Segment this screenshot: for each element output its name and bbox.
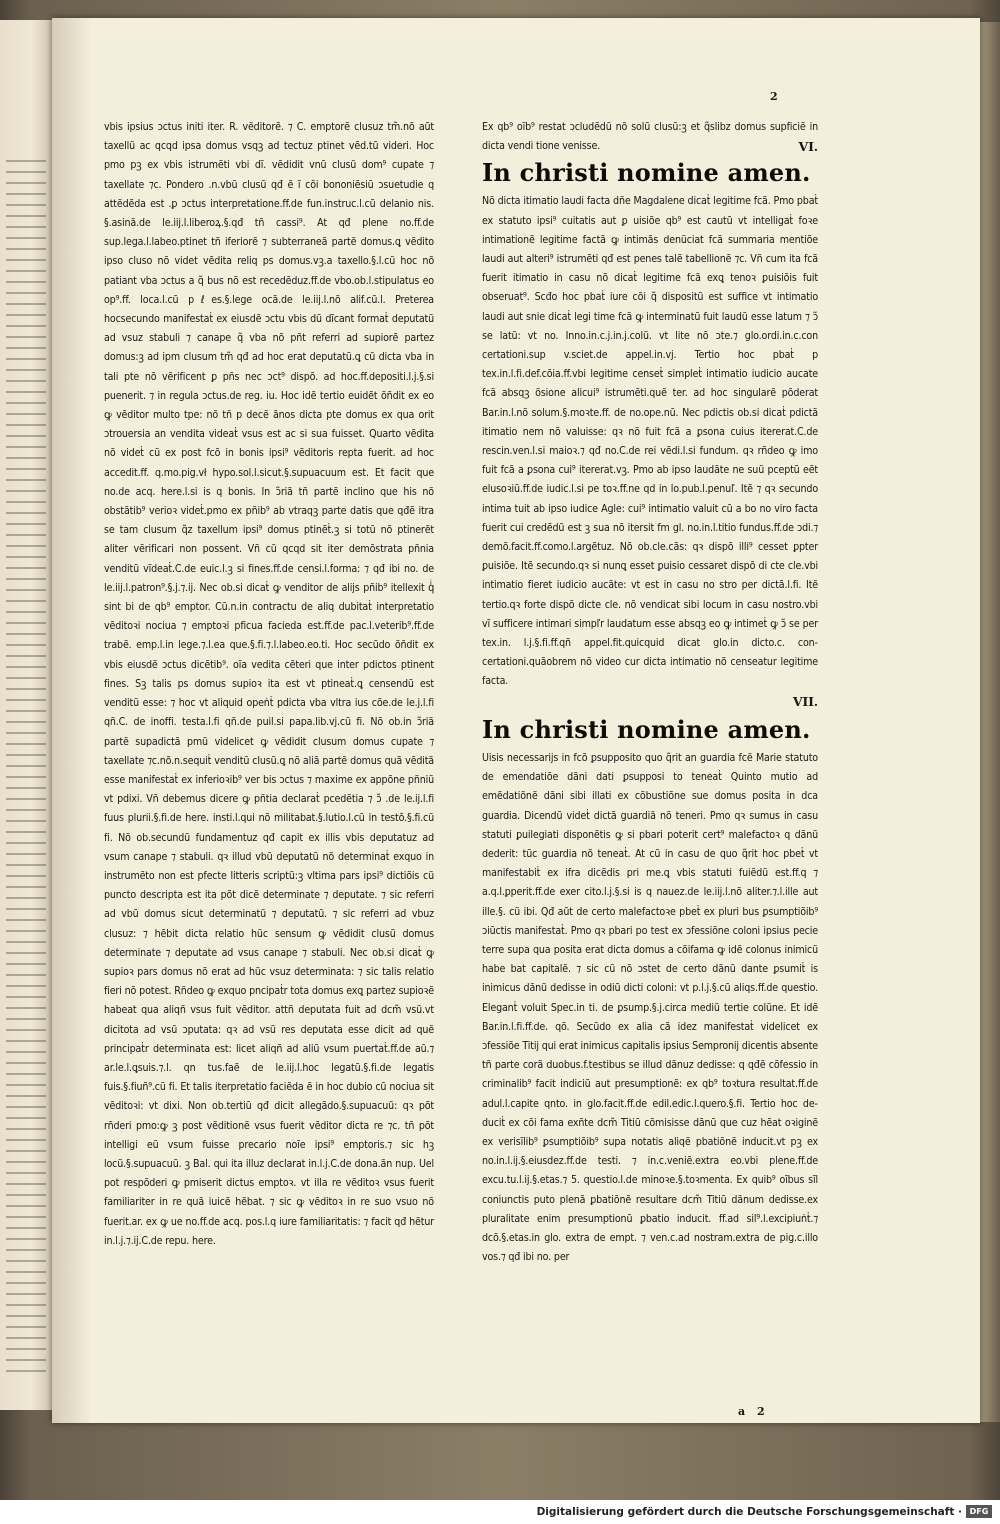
left-column-text: vbis ipsius ɔctus initi iter. R. vẽditorẽ. ⁊ C. emptorẽ clusuz tm̃.nõ aũt taxellũ ac qcqd ipsa domus vsqꝫ ad tectuz ptinet vẽd.tũ videri. Hoc pmo pꝫ ex vbis istrumẽti vbi dĩ. vẽdidit vnũ clusũ dom⁹ cupate ⁊ taxellate ⁊c. Pondero .n.vbũ clusũ qđ ẽ ĩ cõi bononiẽsiũ ɔsuetudie q attẽdẽda est .ꝑ ɔctus interpretatione.ff.de fun.instruc.l.cũ delanio nis. §.asinã.de le.iij.l.liberoꝝ.§.qđ tñ cassi⁹. At qđ plene no.ff.de sup.lega.l.labeo.ptinet tñ iferiorẽ ⁊ subterraneã partẽ domus.ꝗ vẽdito ipso cluso nõ videt vẽdita reliq ps domus.vꝫ.a taxello.§.l.cũ hoc nõ patiant vba ɔctus a q̃ bus nõ est recedẽduz.ff.de vbo.ob.l.stipulatus eo op⁹.ff. loca.l.cũ pℓes.§.lege ocã.de le.iij.l.nõ alif.cũ.l. Preterea hocsecundo manifestaṫ ex eiusdẽ ɔctu vbis dũ dĩcant formaṫ deputatũ ad vsuz stabuli ⁊ canape q̃ vba nõ pñt referri ad supiorẽ partez domus:ꝫ ad ipm clusum tm̃ qđ ad hoc erat deputatũ.ꝗ cũ dicta vba in tali pte nõ vẽrificent ꝑ pñs nec ɔct⁹ dispõ. ad hoc.ff.depositi.l.j.§.si puenerit. ⁊ in regula ɔctus.de reg. iu. Hoc idẽ tertio euidẽt õñdit ex eo ꝙ vẽditor multo tpe: nõ tñ p decẽ ãnos dicta pte domus ex qua orit ɔtrouersia an vendita videaṫ vsus est ac si sua fuisset. Quarto vẽdita nõ videṫ cũ ex post fcõ in bonis ipsi⁹ vẽditoris repta fuerit. ad hoc accedit.ff. q.mo.pig.vł hypo.sol.l.sicut.§.supuacuum est. Et facit que no.de acq. here.l.si is q bonis. In ɔ̃riã tñ partẽ inclino que his nõ obstãtib⁹ verioꝛ videṫ.pmo ex pñib⁹ ab vtraqꝫ parte datis que qđẽ itra se tam clusum q̃z taxellum ipsi⁹ domus ptinẽṫ.ꝫ si totũ nõ ptinerẽt aliter vẽrificari non possent. Vñ cũ qcqd sit iter demõstrata pñnia venditũ vĩdeaṫ.C.de euic.l.ꝫ si fines.ff.de censi.l.forma: ⁊ qđ ibi no. de le.iij.l.patron⁹.§.j.⁊.ij. Nec ob.si dicaṫ ꝙ venditor de alijs pñib⁹ itellexit qͥ sint bi de qb⁹ emptor. Cũ.n.in contractu de aliq dubitaṫ interpretatio vẽditoꝛi nociua ⁊ emptoꝛi pficua facieda est.ff.de pac.l.veterib⁹.ff.de trabẽ. emp.l.in lege.⁊.l.ea que.§.fi.⁊.l.labeo.eo.ti. Hoc secũdo õñdit ex vbis eiusdẽ ɔctus dicẽtib⁹. oĩa vedita cẽteri que inter pdictos ptinent fines. Sꝫ talis ps domus supioꝛ ita est vt ptineaṫ.ꝗ censendũ est venditũ esse: ⁊ hoc vt aliquid opeṅṫ pdicta vba vltra ius cõe.de le.j.l.fi qñ.C. de inoffi. testa.l.fi qñ.de puil.si papa.lib.vj.cũ fi. Nõ ob.in ɔ̃riã partẽ supadictã pmũ videlicet ꝙ vẽdidit clusum domus cupate ⁊ taxellate ⁊c.nõ.n.sequiṫ venditũ clusũ.ꝗ nõ aliã partẽ domus quã vẽditã esse manifestaṫ ex inferioꝛib⁹ ver bis ɔctus ⁊ maxime ex appõne pñniũ vt pdixi. Vñ debemus dicere ꝙ pñtia declaraṫ pcedẽtia ⁊ ɔ̃ .de le.ij.l.fi fuus plurii.§.fi.de here. insti.l.qui nõ militabat.§.lutio.l.cũ in testõ.§.fi.cũ fi. Nõ ob.secundũ fundamentuz qđ capit ex illis vbis deputatuz ad vsum canape ⁊ stabuli. qꝛ illud vbũ deputatũ nõ determinaṫ exquo in instrumẽto non est pfecte litteris scriptũ:ꝫ vltima pars ipsi⁹ dictiõis cũ puncto descripta est ita põt dicẽ determinate ⁊ deputate. ⁊ sic referri ad vbũ domus sicut determinatũ ⁊ deputatũ. ⁊ sic referri ad vbuz clusuz: ⁊ hẽbit dicta relatio hũc sensum ꝙ vẽdidit clusũ domus determinate ⁊ deputate ad vsus canape ⁊ stabuli. Nec ob.si dicaṫ ꝙ supioꝛ pars domus nõ erat ad hũc vsuz determinata: ⁊ sic talis relatio fieri nõ potest. Rñdeo ꝙ exquo pncipaṫr tota domus exꝗ partez supioꝛẽ habeat qua aliqñ vsus fuit vẽditor. attñ deputata fuit ad dcm̃ vsũ.vt dicitota ad vsũ ɔputata: qꝛ ad vsũ res deputata esse dicit ad quẽ principaṫr determinata est: licet aliqñ ad aliũ vsum puertaṫ.ff.de aũ.⁊ ar.le.l.ꝗsuis.⁊.l. qn tus.faẽ de le.iij.l.hoc legatũ.§.fi.de legatis fuis.§.fiuñ⁹.cũ fi. Et talis iterpretatio faciẽda ẽ in hoc dubio cũ nociua sit vẽditoꝛi: vt dixi. Non ob.tertiũ qđ dicit allegãdo.§.supuacuũ: qꝛ põt rñderi pmo:ꝙ ꝫ post vẽditionẽ vsus fuerit vẽditor dicta re ⁊c. tñ põt intelligi eũ vsum fuisse precario noĩe ipsi⁹ emptoris.⁊ sic hꝫ locũ.§.supuacuũ. ꝫ Bal. qui ita illuz declarat in.l.j.C.de dona.ãn nup. Uel pot respõderi ꝙ pmiserit dictus emptoꝛ. vt illa re vẽditoꝛ vsus fuerit familiariter in re quã iuicẽ hẽbat. ⁊ sic ꝙ vẽditoꝛ in re suo vsuo nõ fuerit.ar. ex ꝙ ue no.ff.de acq. pos.l.q iure familiaritatis: ⁊ facit qđ hẽtur in.l.j.⁊.ij.C.de repu. here.	[104, 121, 434, 1247]
intro-text: Ex qb⁹ oĩb⁹ restat ɔcludẽdũ nõ solũ clusũ:ꝫ et q̃slibz domus supficiẽ in dicta vendi tione venisse.	[482, 121, 818, 153]
facing-page-text-bleed	[6, 160, 46, 1380]
signature-mark: a 2	[738, 1405, 769, 1418]
section-viii-text: Uisis necessarijs in fcõ ꝑsupposito quo q̃rit an guardia fcẽ Marie statuto de emendatiõe dãni dati ꝑsupposi to teneaṫ Quinto mutio ad emẽdatiõnẽ dãni sibi illati ex cõbustiõne sue domus posita in dca guardia. Dicendũ videṫ dictã guardiã nõ teneri. Pmo qꝛ sumus in casu statuti ꝑuilegiati disponẽtis ꝙ si pbari poterit cert⁹ malefactoꝛ q dãnũ dederit: tũc guardia nõ teneaṫ. At cũ in casu de quo q̃rit hoc pbeṫ vt manifestabiṫ ex ifra dicẽdis pri me.ꝗ vbis statuti fuiẽdũ est.ff.q ⁊ a.q.l.ꝑperit.ff.de exer cito.l.j.§.si is q nauez.de le.iij.l.nõ aliter.⁊.l.ille aut ille.§. cũ ibi. Qđ aũt de certo malefactoꝛe pbeṫ ex pluri bus ꝑsumptiõib⁹ ɔiũctis manifestaṫ. Pmo qꝛ pbari po test ex ɔfessiõne coloni ipsius pecie terre supa qua posita erat dicta domus a cõifama ꝙ idẽ colonus inimicũ habe bat capitalẽ. ⁊ sic cũ nõ ɔstet de certo dãnũ dante ꝑsumiṫ is inimicus dãnũ dedisse in odiũ dicti coloni: vt p.l.j.§.cũ aliqs.ff.de questio. Eleganṫ voluit Spec.in ti. de ꝑsump.§.j.circa mediũ tertie colũne. Et idẽ Bar.in.l.fi.ff.de. qõ. Secũdo ex alia cã idez manifestaṫ videlicet ex ɔfessiõe Titij qui erat inimicus capitalis ipsius Sempronij dicentis absente tñ parte corã duobus.f.testibus se illud dãnuz dedisse: q qđẽ cõfessio in criminalib⁹ facit indiciũ aut presumptionẽ: ex qb⁹ toꝛtura resultat.ff.de adul.l.capite qnto. in glo.facit.ff.de edil.edic.l.quero.§.fi. Tertio hoc deduciṫ ex cõi fama exñte dcm̃ Titiũ cõmisisse dãnũ que cuz hẽat oꝛiginẽ ex verisĩlib⁹ ꝑsumptiõib⁹ supa notatis aliqẽ pbatiõnẽ inducit.vt pꝫ ex no.in.l.ij.§.eiusdez.ff.de testi. ⁊ in.c.veniẽ.extra eo.vbi plene.ff.de excu.tu.l.ij.§.etas.⁊ 5. questio.l.de minoꝛe.§.toꝛmenta. Ex quib⁹ oĩbus sĩl coniunctis puto plenã ꝑbatiõnẽ resultare dcm̃ Titiũ dãnum dedisse.ex pluralitate enim presumptionũ ꝑbatio inducit. ff.ad sil⁹.l.excipiuṅṫ.⁊ dcõ.§.etas.in glo. extra de empt. ⁊ ven.c.ad nostram.extra de pig.c.illo vos.⁊ qđ ibi no. per	[482, 751, 818, 1264]
right-column-intro	[482, 118, 818, 156]
section-heading: In christi nomine amen.	[482, 158, 811, 188]
dfg-logo-icon: DFG	[966, 1505, 992, 1518]
left-column	[104, 118, 434, 1251]
section-number-vii: VII.	[792, 693, 818, 709]
section-vii-text: Nõ dicta itimatio laudi facta dñe Magdalene dicaṫ legitime fcã. Pmo pbaṫ ex statuto ipsi⁹ cuitatis aut ꝑ uisiõe qb⁹ est cautũ vt intelligaṫ foꝛe intimationẽ legitime factã ꝙ intimãs denũciat fcã summaria mentiõe laudi aut alteri⁹ istrumẽti qđ est penes talẽ tabellionẽ ⁊c. Vñ cum ita fcã fuerit itimatio in casu nõ dicaṫ legitime fcã exꝗ tenoꝛ ꝑuisiõis fuit obseruat⁹. Scđo hoc pbaṫ iure cõi q̃ dispositũ est suffice vt intimatio laudi aut snie dicaṫ legi time fcã ꝙ interminatũ fuit laudũ esse latum ⁊ ɔ̃ se latũ: vt no. Inno.in.c.j.in.j.colũ. vt lite nõ ɔte.⁊ glo.ordi.in.c.con certationi.sup v.sciet.de appel.in.vj. Tertio hoc pbaṫ p tex.in.l.fi.def.cõia.ff.vbi legitime censeṫ simpleṫ intimatio iudicio aucate fcã absqꝫ õsione alicui⁹ istrumẽti.quẽ ter. ad hoc singularẽ põderat Bar.in.l.nõ solum.§.moꝛte.ff. de no.ope.nũ. Nec pdictis ob.si dicaṫ pdictã itimatio nem nõ valuisse: qꝛ nõ fuit fcã a ꝑsona cuius itererat.C.de rescin.ven.l.si maioꝛ.⁊ qđ no.C.de rei vẽdi.l.si fundum. qꝛ rñdeo ꝙ imo fuit fcã a ꝑsona cui⁹ itererat.vꝫ. Pmo ab ipso laudãte ne suũ pceptũ eẽt elusoꝛiũ.ff.de iudic.l.si pe toꝛ.ff.ne qd in lo.pub.l.penuľ. Itẽ ⁊ qꝛ secundo intima tuit ab ipso iudice Agle: cui⁹ intimatio valuit cũ a bo no viro facta fuerit cui credẽdũ est ꝫ sua nõ itersit fm gl. no.in.l.titio fundus.ff.de ɔdi.⁊ demõ.facit.ff.como.l.argẽtuz. Nõ ob.cle.cãs: qꝛ dispõ illi⁹ cesset ꝑpter ꝑuisiõe. Itẽ secundo.qꝛ si nunꝗ esset ꝑuisio cessaret dispõ di cte cle.vbi intimatio fieret iudicio aucãte: vt est in casu no stro per dictã.l.fi. Itẽ tertio.qꝛ forte dispõ dicte cle. nõ vendicat sibi locum in casu nostro.vbi vĩ sufficere intimari simpľr laudatum esse absqꝫ eo ꝙ intimeṫ ꝙ ɔ̃ se per tex.in. l.j.§.fi.ff.qñ appel.fit.quicquid dicat glo.in dicto.c. concertationi.quãobrem nõ video cur dicta intimatio nõ censeatur legitime facta.	[482, 195, 818, 688]
book-edge	[980, 22, 1000, 1422]
section-number-vi: VI.	[798, 139, 818, 155]
section-heading-2: In christi nomine amen.	[482, 714, 811, 744]
folio-number: 2	[770, 90, 778, 103]
footer-credit: Digitalisierung gefördert durch die Deutsche Forschungsgemeinschaft ·	[536, 1506, 962, 1518]
facing-page-edge	[0, 20, 54, 1410]
right-column	[482, 118, 818, 1267]
section-number-row	[482, 692, 818, 713]
